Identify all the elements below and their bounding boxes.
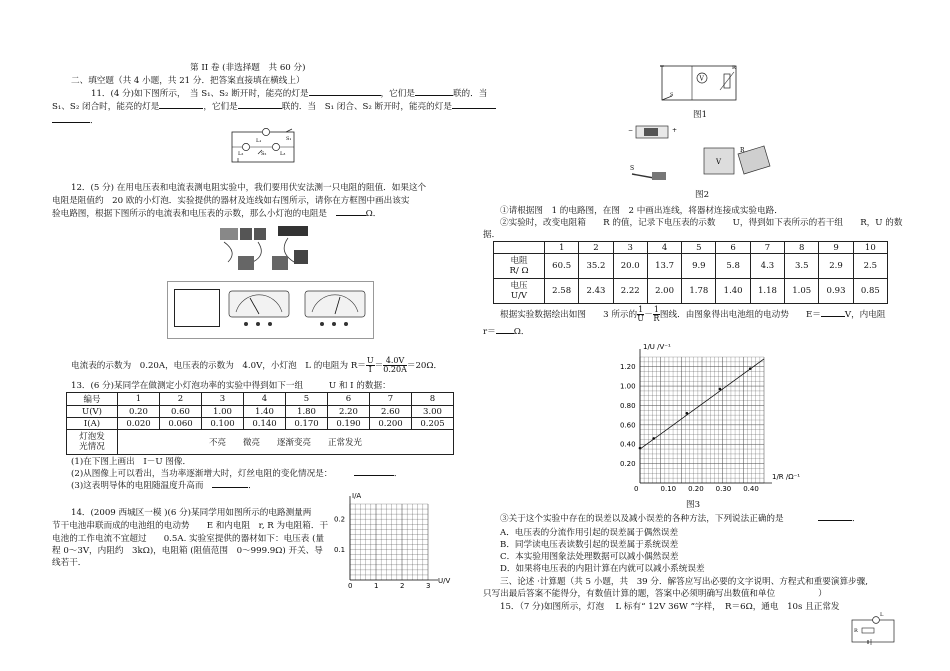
iu-x-label: U/V [438, 577, 451, 585]
calc-section-title: 三、论述 ·计算题（共 5 小题，共 39 分．解答应写出必要的文字说明、方程式和重要演算步骤, [500, 577, 868, 587]
q11-line1: 11．(4 分)如下图所示， 当 S₁、S₂ 断开时，能亮的灯是 ，它们是 联的．当 [91, 89, 488, 99]
fig3-y-tick: 0.80 [620, 401, 636, 410]
fig3-data-point [719, 388, 722, 391]
fig2-resistor-label: R [740, 147, 745, 154]
q11-label-l2: L₂ [238, 151, 244, 157]
q13-table-header: 编号 1 2 3 4 5 6 7 8 [67, 393, 454, 406]
fig2-switch-label: S [630, 165, 635, 172]
fig3-x-tick: 0.30 [715, 485, 732, 493]
q12-voltmeter [304, 290, 366, 330]
fig3-x-tick: 0.10 [660, 485, 677, 493]
fig3-chart [618, 343, 801, 503]
svg-text:−: − [628, 127, 634, 134]
fig3-x-label: 1/R /Ω⁻¹ [772, 473, 801, 481]
rv-row-r: 电阻 R/ Ω 60.5 35.2 20.0 13.7 9.9 5.8 4.3 3.5 2.9 2.5 [494, 254, 888, 279]
option-b: B．同学读电压表读数引起的误差属于系统误差 [500, 540, 679, 550]
sub3: ③关于这个实验中存在的误差以及减小误差的各种方法，下列说法正确的是 ． [500, 514, 861, 524]
q11-label-l1: L₁ [256, 138, 262, 144]
iu-x-tick: 2 [400, 582, 405, 590]
fig3-data-point [639, 447, 642, 450]
q12-line3: 验电路图，根据下图所示的电流表和电压表的示数，那么小灯泡的电阻是 Ω． [52, 209, 382, 219]
calc-section-line2: 只写出最后答案不能得分，有数值计算的题，答案中必须明确写出数值和单位 ） [483, 589, 827, 599]
q14-line5: 线若干． [52, 558, 87, 568]
rv-data-table [493, 241, 888, 304]
q11-line3: ． [52, 116, 99, 127]
section-subtitle: 二、填空题（共 4 小题，共 21 分．把答案直接填在横线上） [71, 76, 305, 86]
q12-ammeter [228, 290, 290, 330]
iu-x-tick: 1 [374, 582, 379, 590]
fig2-voltmeter-label: V [716, 158, 722, 166]
q12-line2: 电阻是阻值约 20 欧的小灯泡．实验提供的器材及连线如右图所示，请你在方框图中画出该实 [52, 196, 410, 206]
option-a: A．电压表的分流作用引起的误差属于偶然误差 [500, 528, 679, 538]
fig2-label: 图2 [695, 190, 710, 200]
q13-row-i: I(A) 0.020 0.060 0.100 0.140 0.170 0.190 0.200 0.205 [67, 418, 454, 430]
section-title: 第 II 卷 (非选择题 共 60 分) [190, 63, 306, 73]
fig3-y-tick: 1.20 [620, 363, 636, 372]
fig3-data-point [652, 437, 655, 440]
fig3-y-tick: 1.00 [620, 382, 636, 391]
sub2b: 据． [483, 230, 501, 240]
fig1-resistor-label: R [732, 65, 736, 71]
q11-line2: S₁、S₂ 闭合时，能亮的灯是 ，它们是 联的．当 S₁ 闭合、S₂ 断开时，能亮的灯是 [52, 102, 496, 113]
q15-circuit-diagram [848, 610, 898, 648]
iu-y-label: I/A [352, 492, 362, 500]
fig3-y-label: 1/U /V⁻¹ [643, 343, 671, 351]
fig3-data-point [686, 412, 689, 415]
q11-circuit-diagram [228, 128, 298, 166]
sub1: ①请根据图 1 的电路图，在图 2 中画出连线，将器材连接成实验电路． [500, 206, 783, 216]
q15-resistor-label: R [854, 628, 858, 634]
q12-answer-box [174, 289, 220, 327]
plot-description: 根据实验数据绘出如图 3 所示的 $\frac{1}{U}$ － $\frac{1}{R}$ 图线．由图象得出电池组的电动势 E＝ V，内电阻 [500, 305, 886, 323]
q13-sub2: (2)从图像上可以看出，当功率逐渐增大时，灯丝电阻的变化情况是： ． [71, 469, 403, 479]
option-c: C．本实验用图象法处理数据可以减小偶然误差 [500, 552, 679, 562]
q13-intro: 13．(6 分)某同学在做测定小灯泡功率的实验中得到如下一组 U 和 I 的数据： [71, 381, 391, 391]
q15-text: 15．（7 分)如图所示，灯泡 L 标有“ 12V 36W ”字样， R＝6Ω，通电 10s 且正常发 [500, 602, 840, 612]
rv-row-v: 电压 U/V 2.58 2.43 2.22 2.00 1.78 1.40 1.18 1.05 0.93 0.85 [494, 279, 888, 304]
sub2: ②实验时，改变电阻箱 R 的值，记录下电压表的示数 U，得到如下表所示的若干组 R，U 的数 [500, 218, 903, 228]
q12-answer: 电流表的示数为 0.20A，电压表的示数为 4.0V，小灯泡 L 的电阻为 R＝ $\frac{U}{I}$ ＝ $\frac{4.0V}{0.20A}$ ＝20Ω． [71, 356, 443, 374]
fig3-y-tick: 0.20 [620, 460, 636, 469]
fig3-x-tick: 0 [634, 485, 639, 493]
fig3-y-tick: 0.40 [620, 440, 636, 449]
fig3-y-tick: 0.60 [620, 421, 636, 430]
iu-x-tick: 3 [426, 582, 431, 590]
fig3-x-tick: 0.40 [743, 485, 759, 493]
q14-line2: 节干电池串联而成的电池组的电动势 E 和内电阻 r, R 为电阻箱．干 [52, 521, 329, 531]
fig1-switch-label: S [670, 92, 674, 98]
fig3-x-tick: 0.20 [688, 485, 704, 493]
q13-row-light: 灯泡发 光情况 不亮 微亮 逐渐变亮 正常发光 [67, 430, 454, 455]
q11-label-l3: L₃ [280, 151, 286, 157]
fig1-label: 图1 [693, 110, 708, 120]
fig2-apparatus [624, 120, 774, 188]
q14-line1: 14．(2009 西城区一模 )(6 分)某同学用如图所示的电路测量两 [71, 508, 312, 518]
q13-sub3: (3)这表明导体的电阻随温度升高而 ． [71, 481, 257, 491]
q14-line4: 程 0～3V，内阻约 3kΩ)，电阻箱 (阻值范围 0～999.9Ω) 开关、导 [52, 546, 323, 556]
iu-x-tick: 0 [348, 582, 353, 590]
option-d: D．如果将电压表的内阻计算在内就可以减小系统误差 [500, 564, 705, 574]
svg-text:+: + [672, 127, 678, 134]
iu-y-tick: 0.2 [334, 515, 346, 524]
q13-data-table [66, 392, 454, 455]
rv-table-header: 1 2 3 4 5 6 7 8 9 10 [494, 242, 888, 254]
q14-line3: 电池的工作电流不宜超过 0.5A. 实验室提供的器材如下：电压表 (量 [52, 534, 325, 544]
fig1-voltmeter-label: V [699, 75, 704, 83]
r-answer-line: r＝ Ω． [483, 327, 530, 337]
q13-sub1: (1)在下图上画出 I－U 图像． [71, 457, 192, 467]
fig3-label: 图3 [686, 500, 701, 510]
q12-line1: 12．(5 分) 在用电压表和电流表测电阻实验中，我们要用伏安法测一只电阻的阻值．如果这个 [71, 183, 427, 193]
q15-lamp-label: L [880, 612, 884, 618]
fig3-data-point [749, 367, 752, 370]
q13-row-u: U(V) 0.20 0.60 1.00 1.40 1.80 2.20 2.60 3.00 [67, 406, 454, 418]
fig1-circuit-diagram [658, 60, 742, 106]
q11-label-s1: S₁ [286, 136, 292, 142]
iu-y-tick: 0.1 [334, 546, 346, 555]
q11-label-s2: S₂ [261, 151, 267, 157]
q13-iu-graph [330, 492, 451, 592]
q12-apparatus-figure [218, 222, 318, 274]
